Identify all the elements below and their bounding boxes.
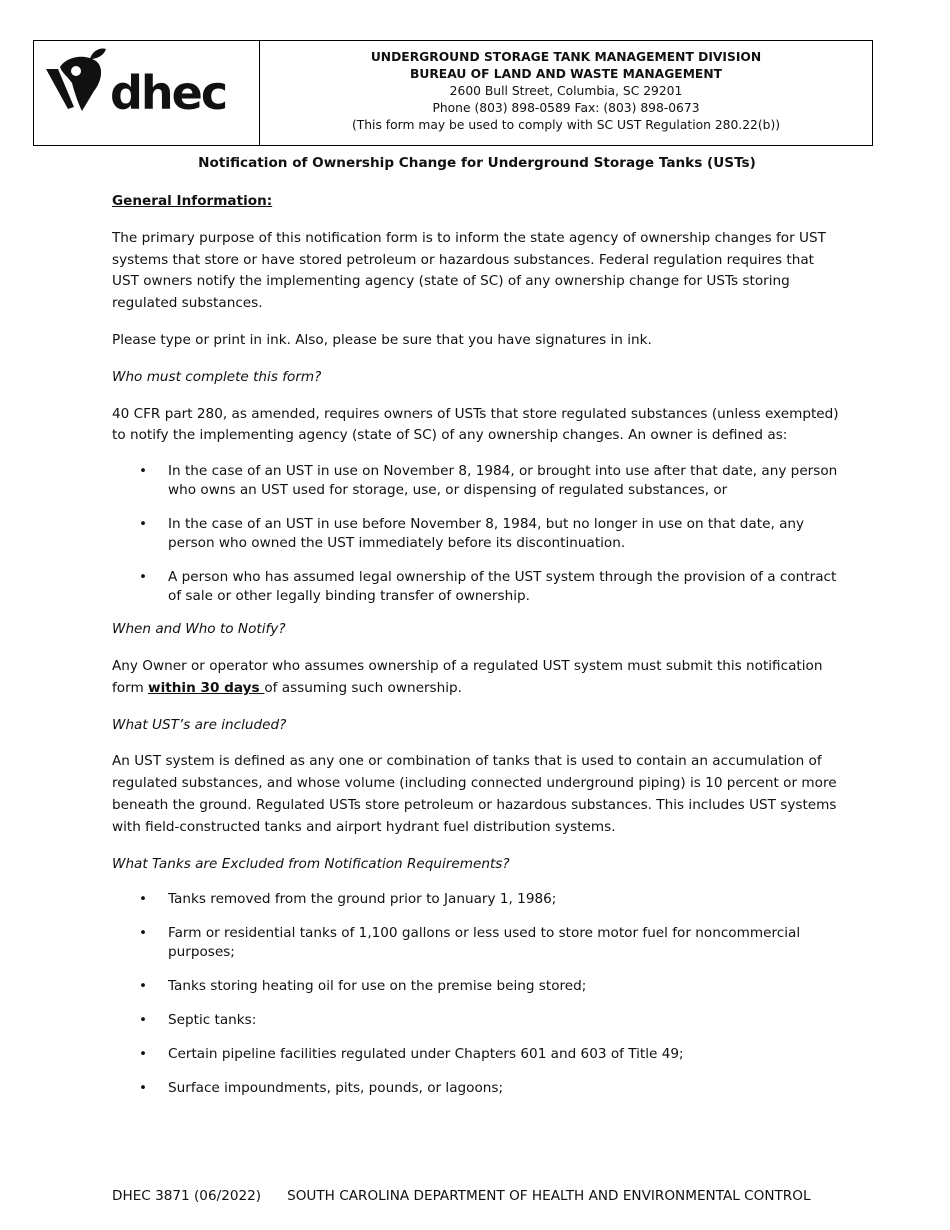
dhec-logo [44, 47, 249, 121]
who-heading: Who must complete this form? [112, 368, 322, 385]
who-paragraph: 40 CFR part 280, as amended, requires owners of USTs that store regulated substances (unless exempted) to notify the implementing agency (state of SC) of any ownership changes. An owner is defined as: [112, 405, 839, 444]
form-id: DHEC 3871 (06/2022) [112, 1188, 262, 1204]
when-paragraph: Any Owner or operator who assumes ownership of a regulated UST system must submit this notification form within 30 days of assuming such ownership. [112, 657, 823, 696]
svg-text:dhec: dhec [110, 66, 227, 120]
list-item: • Farm or residential tanks of 1,100 gallons or less used to store motor fuel for noncommercial purposes; [168, 924, 842, 962]
list-item: • Septic tanks: [168, 1011, 842, 1030]
page-title: Notification of Ownership Change for Underground Storage Tanks (USTs) [198, 155, 756, 171]
phone-fax: Phone (803) 898-0589 Fax: (803) 898-0673 [432, 101, 700, 115]
included-paragraph: An UST system is defined as any one or combination of tanks that is used to contain an accumulation of regulated substances, and whose volume (including connected underground piping) is 10 percent or more beneath the ground. Regulated USTs store petroleum or hazardous substances. This includes UST systems with field-constructed tanks and airport hydrant fuel distribution systems. [112, 753, 837, 835]
bureau-name: BUREAU OF LAND AND WASTE MANAGEMENT [409, 67, 723, 81]
owner-definitions-list [112, 462, 842, 606]
division-name: UNDERGROUND STORAGE TANK MANAGEMENT DIVISION [370, 50, 762, 64]
footer-org: SOUTH CAROLINA DEPARTMENT OF HEALTH AND ENVIRONMENTAL CONTROL [287, 1188, 811, 1204]
list-item: • Certain pipeline facilities regulated under Chapters 601 and 603 of Title 49; [168, 1045, 842, 1064]
page-footer [112, 1188, 811, 1204]
letterhead [33, 40, 873, 146]
included-heading: What UST’s are included? [112, 716, 287, 733]
general-info-heading: General Information: [112, 193, 273, 209]
address: 2600 Bull Street, Columbia, SC 29201 [449, 84, 683, 98]
list-item: • In the case of an UST in use on November 8, 1984, or brought into use after that date, any person who owns an UST used for storage, use, or dispensing of regulated substances, or [168, 462, 842, 500]
deadline-emphasis: within 30 days [148, 679, 265, 696]
list-item: • Tanks storing heating oil for use on the premise being stored; [168, 977, 842, 996]
purpose-paragraph: The primary purpose of this notification form is to inform the state agency of ownership changes for UST systems that store or have stored petroleum or hazardous substances. Federal regulation requires that UST owners notify the implementing agency (state of SC) of any ownership change for USTs storing regulated substances. [112, 229, 826, 312]
regulation-note: (This form may be used to comply with SC UST Regulation 280.22(b)) [351, 118, 781, 132]
list-item: • Tanks removed from the ground prior to January 1, 1986; [168, 890, 842, 909]
list-item: • Surface impoundments, pits, pounds, or lagoons; [168, 1079, 842, 1098]
when-heading: When and Who to Notify? [112, 621, 286, 638]
list-item: • In the case of an UST in use before November 8, 1984, but no longer in use on that date, any person who owned the UST immediately before its discontinuation. [168, 515, 842, 553]
document-body [112, 153, 842, 1113]
logo-cell [34, 41, 260, 145]
ink-note: Please type or print in ink. Also, please be sure that you have signatures in ink. [112, 331, 652, 348]
excluded-heading: What Tanks are Excluded from Notification Requirements? [112, 855, 510, 872]
agency-info [260, 41, 872, 145]
excluded-tanks-list [112, 890, 842, 1098]
list-item: • A person who has assumed legal ownership of the UST system through the provision of a contract of sale or other legally binding transfer of ownership. [168, 568, 842, 606]
